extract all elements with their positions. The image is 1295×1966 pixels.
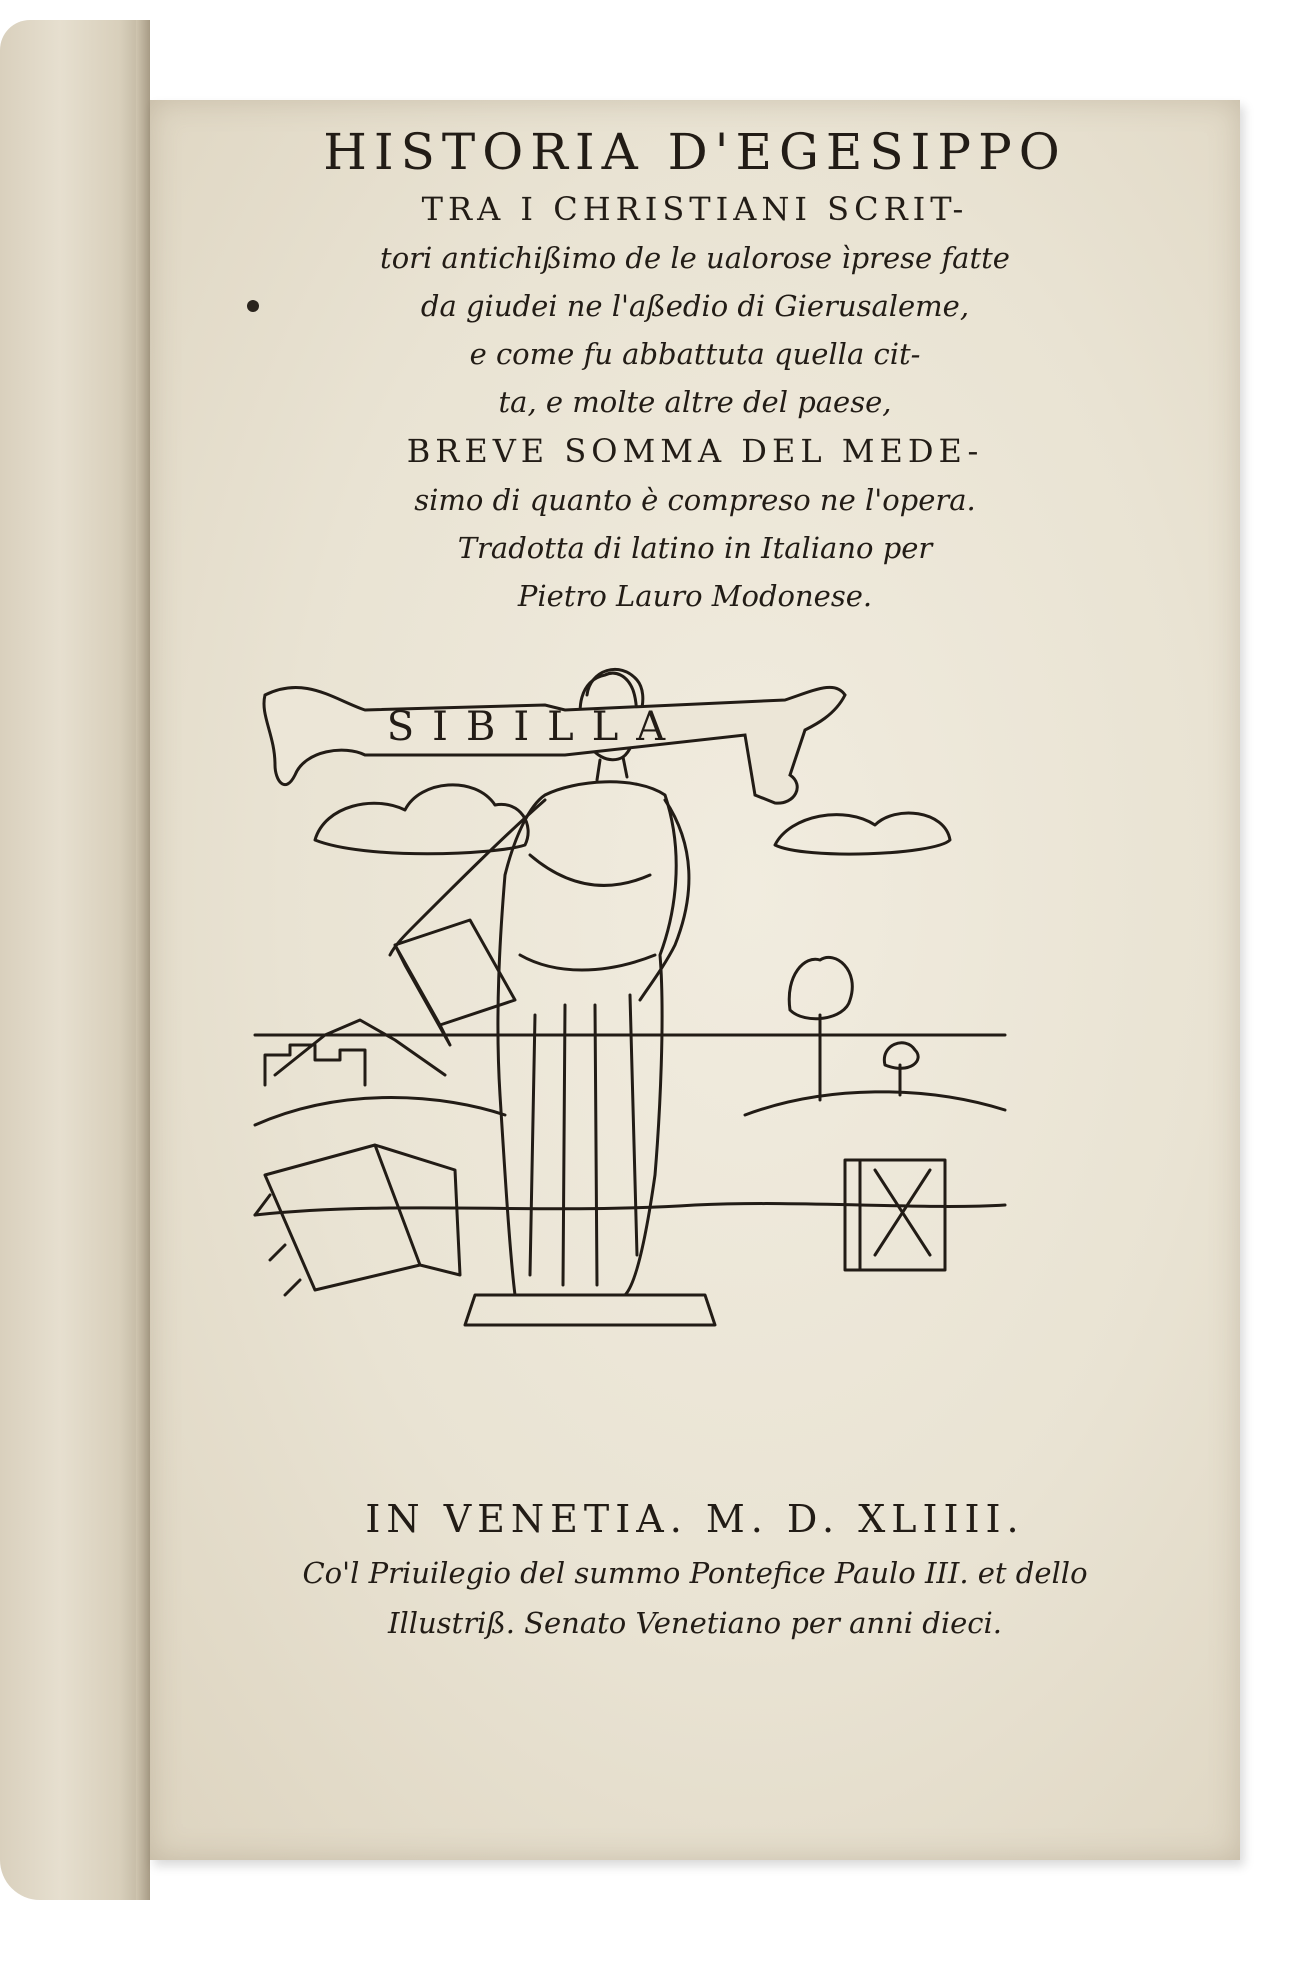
town xyxy=(265,1045,365,1085)
banner-text: SIBILLA xyxy=(386,704,684,750)
imprint-line-1: IN VENETIA. M. D. XLIIII. xyxy=(365,1497,1025,1541)
imprint-line-2: Co'l Priuilegio del summo Pontefice Paulo III. et dello xyxy=(302,1556,1088,1590)
left-page-edge xyxy=(136,20,150,1900)
tree xyxy=(789,957,852,1100)
mountain xyxy=(275,1020,445,1075)
title-line-3: tori antichißimo de le ualorose ìprese fatte xyxy=(380,241,1010,275)
tree-small xyxy=(884,1043,918,1095)
imprint-block xyxy=(150,1490,1240,1648)
title-line-5: e come fu abbattuta quella cit- xyxy=(469,337,921,371)
figure-body xyxy=(498,782,676,1295)
title-line-2: TRA I CHRISTIANI SCRIT- xyxy=(421,190,969,228)
title-line-4: da giudei ne l'aßedio di Gierusaleme, xyxy=(420,289,970,323)
title-line-6: ta, e molte altre del paese, xyxy=(498,385,892,419)
title-text-block xyxy=(150,120,1240,620)
left-page xyxy=(0,20,150,1900)
hills xyxy=(255,1092,1005,1125)
title-line-7: BREVE SOMMA DEL MEDE- xyxy=(406,432,984,470)
figure-right-arm xyxy=(640,800,689,1000)
cloud-right xyxy=(775,813,950,854)
figure-drapery xyxy=(520,855,655,1285)
title-line-9: Tradotta di latino in Italiano per xyxy=(457,531,933,565)
imprint-line-3: Illustriß. Senato Venetiano per anni dieci. xyxy=(387,1606,1003,1640)
ground-line xyxy=(255,1204,1005,1215)
title-line-8: simo di quanto è compreso ne l'opera. xyxy=(414,483,976,517)
open-book xyxy=(255,1145,460,1295)
title-line-1: HISTORIA D'EGESIPPO xyxy=(323,123,1067,181)
sibyl-woodcut xyxy=(245,655,1015,1335)
title-page xyxy=(150,100,1240,1860)
pedestal xyxy=(465,1295,715,1325)
easel xyxy=(845,1160,945,1270)
title-line-10: Pietro Lauro Modonese. xyxy=(517,579,873,613)
